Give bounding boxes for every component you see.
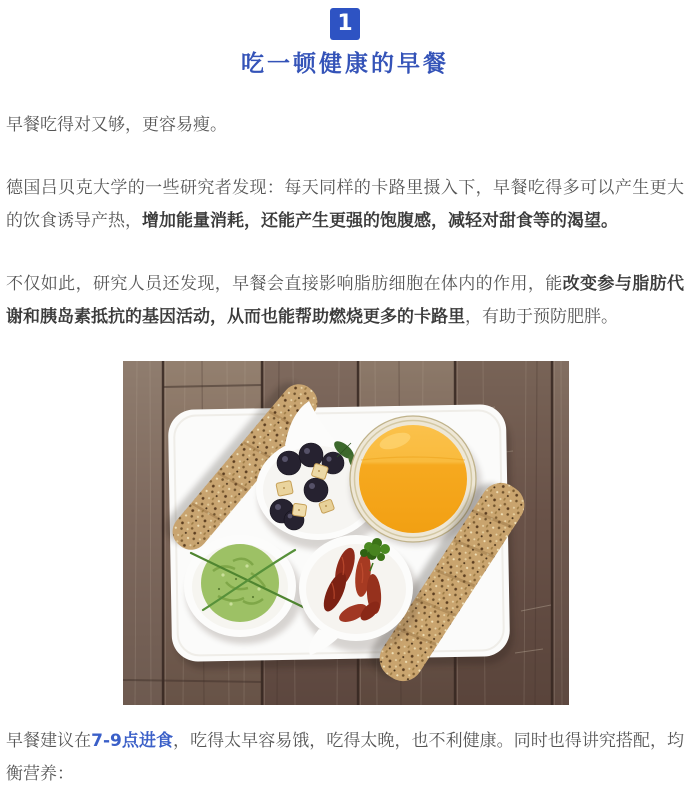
paragraph bbox=[6, 172, 684, 238]
highlighted-link-text[interactable]: 7-9点进食 bbox=[91, 731, 174, 751]
paragraph bbox=[6, 109, 684, 142]
breakfast-photo-illustration bbox=[123, 361, 569, 705]
section-number-badge: 1 bbox=[330, 8, 360, 40]
text-segment: 不仅如此，研究人员还发现，早餐会直接影响脂肪细胞在体内的作用，能 bbox=[6, 274, 563, 294]
text-segment: 改变参与脂肪代谢和胰岛素抵抗的基因活动，从而也能帮助燃烧更多的卡路里 bbox=[6, 274, 685, 327]
text-segment: 早餐建议在 bbox=[6, 731, 92, 751]
article-body bbox=[0, 109, 690, 791]
article-paragraphs bbox=[6, 109, 684, 334]
breakfast-photo bbox=[123, 361, 569, 705]
text-segment: ，吃得太早容易饿，吃得太晚，也不利健康。同时也得讲究搭配，均衡营养： bbox=[6, 731, 685, 784]
text-segment: ，有助于预防肥胖。 bbox=[465, 307, 618, 327]
paragraph bbox=[6, 268, 684, 334]
text-segment: 增加能量消耗，还能产生更强的饱腹感，减轻对甜食等的渴望。 bbox=[142, 211, 618, 231]
section-heading: 吃一顿健康的早餐 bbox=[241, 50, 449, 77]
text-segment: 德国吕贝克大学的一些研究者发现：每天同样的卡路里摄入下，早餐吃得多可以产生更大的饮食诱导产热， bbox=[6, 178, 684, 231]
text-segment: 早餐吃得对又够，更容易瘦。 bbox=[6, 115, 227, 135]
closing-paragraph bbox=[6, 725, 684, 791]
